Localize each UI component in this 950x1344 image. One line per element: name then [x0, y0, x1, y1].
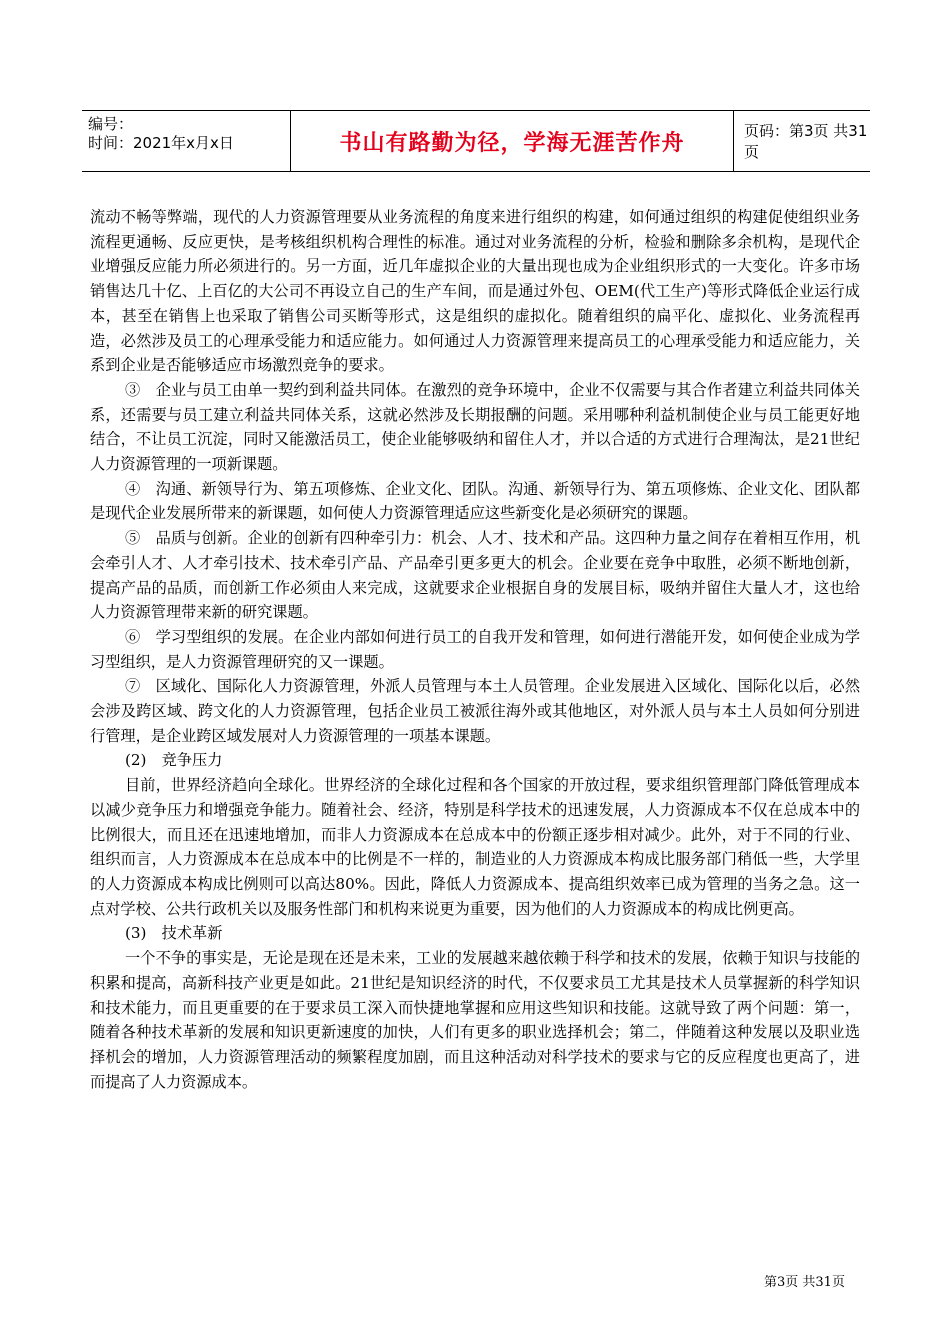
paragraph: 一个不争的事实是，无论是现在还是未来，工业的发展越来越依赖于科学和技术的发展，依赖于知识与技能的积累和提高，高新科技产业更是如此。21世纪是知识经济的时代，不仅要求员工尤其是技术人员掌握新的科学知识和技术能力，而且更重要的在于要求员工深入而快捷地掌握和应用这些知识和技能。这就导致了两个问题：第一，随着各种技术革新的发展和知识更新速度的加快，人们有更多的职业选择机会；第二，伴随着这种发展以及职业选择机会的增加，人力资源管理活动的频繁程度加剧，而且这种活动对科学技术的要求与它的反应程度也更高了，进而提高了人力资源成本。 — [90, 949, 860, 1091]
page-footer: 第3页 共31页 — [764, 1275, 845, 1290]
doc-time-label: 时间：2021年x月x日 — [88, 134, 234, 152]
section-heading: (2) 竞争压力 — [124, 751, 223, 770]
section-heading: (3) 技术革新 — [124, 924, 223, 943]
paragraph: ⑤ 品质与创新。企业的创新有四种牵引力：机会、人才、技术和产品。这四种力量之间存在着相互作用，机会牵引人才、人才牵引技术、技术牵引产品、产品牵引更多更大的机会。企业要在竞争中取胜，必须不断地创新，提高产品的品质，而创新工作必须由人来完成，这就要求企业根据自身的发展目标，吸纳并留住大量人才，这也给人力资源管理带来新的研究课题。 — [90, 529, 860, 622]
paragraph: 目前，世界经济趋向全球化。世界经济的全球化过程和各个国家的开放过程，要求组织管理部门降低管理成本以减少竞争压力和增强竞争能力。随着社会、经济，特别是科学技术的迅速发展，人力资源成本不仅在总成本中的比例很大，而且还在迅速地增加，而非人力资源成本在总成本中的份额正逐步相对减少。此外，对于不同的行业、组织而言，人力资源成本在总成本中的比例是不一样的，制造业的人力资源成本构成比服务部门稍低一些，大学里的人力资源成本构成比例则可以高达80%。因此，降低人力资源成本、提高组织效率已成为管理的当务之急。这一点对学校、公共行政机关以及服务性部门和机构来说更为重要，因为他们的人力资源成本的构成比例更高。 — [90, 776, 860, 918]
paragraph: ③ 企业与员工由单一契约到利益共同体。在激烈的竞争环境中，企业不仅需要与其合作者建立利益共同体关系，还需要与员工建立利益共同体关系，这就必然涉及长期报酬的问题。采用哪种利益机制使企业与员工能更好地结合，不让员工沉淀，同时又能激活员工，使企业能够吸纳和留住人才，并以合适的方式进行合理淘汰，是21世纪人力资源管理的一项新课题。 — [90, 380, 860, 474]
paragraph: ⑥ 学习型组织的发展。在企业内部如何进行员工的自我开发和管理，如何进行潜能开发，如何使企业成为学习型组织，是人力资源管理研究的又一课题。 — [90, 627, 860, 671]
header-motto: 书山有路勤为径，学海无涯苦作舟 — [290, 111, 734, 171]
document-body — [90, 205, 860, 1094]
paragraph: ⑦ 区域化、国际化人力资源管理，外派人员管理与本土人员管理。企业发展进入区域化、国际化以后，必然会涉及跨区域、跨文化的人力资源管理，包括企业员工被派往海外或其他地区，对外派人员与本土人员如何分别进行管理，是企业跨区域发展对人力资源管理的一项基本课题。 — [90, 677, 860, 745]
paragraph: ④ 沟通、新领导行为、第五项修炼、企业文化、团队。沟通、新领导行为、第五项修炼、企业文化、团队都是现代企业发展所带来的新课题，如何使人力资源管理适应这些新变化是必须研究的课题。 — [90, 479, 860, 523]
header-meta — [82, 111, 290, 171]
doc-number-label: 编号： — [88, 115, 134, 133]
header-page-number: 页码：第3页 共31页 — [744, 122, 868, 161]
paragraph: 流动不畅等弊端，现代的人力资源管理要从业务流程的角度来进行组织的构建，如何通过组织的构建促使组织业务流程更通畅、反应更快，是考核组织机构合理性的标准。通过对业务流程的分析，检验和删除多余机构，是现代企业增强反应能力所必须进行的。另一方面，近几年虚拟企业的大量出现也成为企业组织形式的一大变化。许多市场销售达几十亿、上百亿的大公司不再设立自己的生产车间，而是通过外包、OEM(代工生产)等形式降低企业运行成本，甚至在销售上也采取了销售公司买断等形式，这是组织的虚拟化。随着组织的扁平化、虚拟化、业务流程再造，必然涉及员工的心理承受能力和适应能力。如何通过人力资源管理来提高员工的心理承受能力和适应能力，关系到企业是否能够适应市场激烈竞争的要求。 — [90, 208, 860, 375]
page-header — [82, 110, 870, 172]
